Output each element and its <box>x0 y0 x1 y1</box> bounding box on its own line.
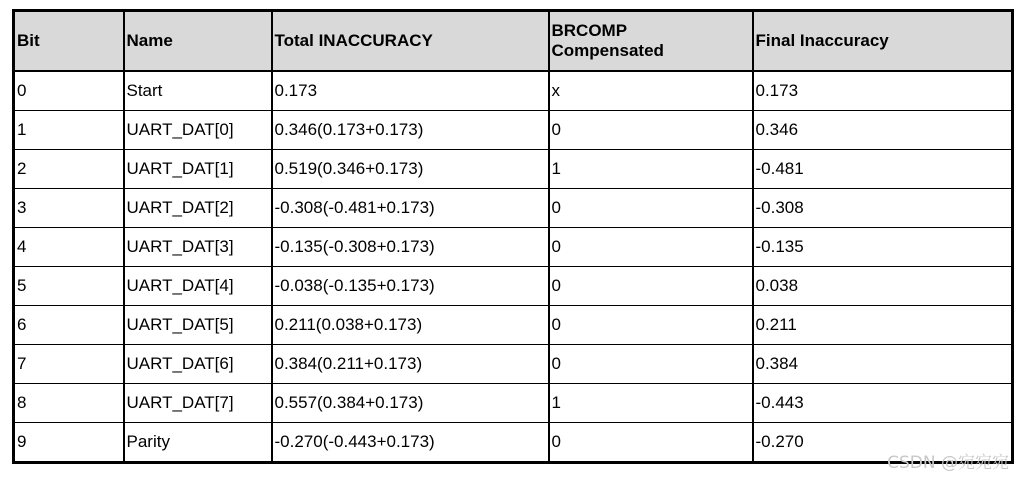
table-row <box>14 228 1013 267</box>
cell-brcomp: 0 <box>549 111 753 150</box>
table-row <box>14 345 1013 384</box>
table-header-row <box>14 11 1013 72</box>
cell-name: UART_DAT[2] <box>124 189 272 228</box>
cell-bit: 2 <box>14 150 124 189</box>
table-row <box>14 150 1013 189</box>
cell-bit: 7 <box>14 345 124 384</box>
cell-name: UART_DAT[6] <box>124 345 272 384</box>
cell-bit: 8 <box>14 384 124 423</box>
cell-final-inaccuracy: -0.308 <box>753 189 1013 228</box>
cell-total-inaccuracy: 0.384(0.211+0.173) <box>272 345 549 384</box>
cell-total-inaccuracy: 0.211(0.038+0.173) <box>272 306 549 345</box>
table-row <box>14 71 1013 111</box>
header-final-inaccuracy: Final Inaccuracy <box>753 11 1013 72</box>
cell-name: Start <box>124 71 272 111</box>
cell-brcomp: 0 <box>549 228 753 267</box>
cell-total-inaccuracy: -0.308(-0.481+0.173) <box>272 189 549 228</box>
cell-name: UART_DAT[5] <box>124 306 272 345</box>
cell-final-inaccuracy: 0.346 <box>753 111 1013 150</box>
cell-bit: 5 <box>14 267 124 306</box>
cell-final-inaccuracy: 0.384 <box>753 345 1013 384</box>
cell-total-inaccuracy: 0.519(0.346+0.173) <box>272 150 549 189</box>
cell-name: UART_DAT[7] <box>124 384 272 423</box>
cell-name: UART_DAT[3] <box>124 228 272 267</box>
cell-final-inaccuracy: -0.270 <box>753 423 1013 463</box>
header-name: Name <box>124 11 272 72</box>
cell-name: UART_DAT[4] <box>124 267 272 306</box>
cell-final-inaccuracy: -0.135 <box>753 228 1013 267</box>
cell-total-inaccuracy: 0.346(0.173+0.173) <box>272 111 549 150</box>
watermark-text: CSDN @宛宛宛 <box>887 453 1009 473</box>
cell-bit: 0 <box>14 71 124 111</box>
cell-brcomp: 1 <box>549 150 753 189</box>
cell-brcomp: 0 <box>549 189 753 228</box>
cell-bit: 9 <box>14 423 124 463</box>
header-brcomp-compensated: BRCOMP Compensated <box>549 11 753 72</box>
cell-total-inaccuracy: 0.557(0.384+0.173) <box>272 384 549 423</box>
uart-inaccuracy-table <box>12 9 1014 464</box>
cell-final-inaccuracy: 0.038 <box>753 267 1013 306</box>
cell-name: Parity <box>124 423 272 463</box>
cell-final-inaccuracy: -0.443 <box>753 384 1013 423</box>
cell-brcomp: 0 <box>549 267 753 306</box>
cell-name: UART_DAT[0] <box>124 111 272 150</box>
header-bit: Bit <box>14 11 124 72</box>
cell-final-inaccuracy: -0.481 <box>753 150 1013 189</box>
cell-brcomp: 0 <box>549 423 753 463</box>
table-row <box>14 111 1013 150</box>
table-row <box>14 267 1013 306</box>
cell-brcomp: 0 <box>549 345 753 384</box>
cell-brcomp: 1 <box>549 384 753 423</box>
table-row <box>14 384 1013 423</box>
cell-bit: 3 <box>14 189 124 228</box>
cell-bit: 1 <box>14 111 124 150</box>
table-body <box>14 71 1013 463</box>
cell-final-inaccuracy: 0.173 <box>753 71 1013 111</box>
cell-total-inaccuracy: -0.270(-0.443+0.173) <box>272 423 549 463</box>
cell-bit: 6 <box>14 306 124 345</box>
header-total-inaccuracy: Total INACCURACY <box>272 11 549 72</box>
cell-total-inaccuracy: -0.135(-0.308+0.173) <box>272 228 549 267</box>
table-row <box>14 306 1013 345</box>
cell-bit: 4 <box>14 228 124 267</box>
table-row <box>14 423 1013 463</box>
cell-total-inaccuracy: -0.038(-0.135+0.173) <box>272 267 549 306</box>
cell-total-inaccuracy: 0.173 <box>272 71 549 111</box>
cell-brcomp: 0 <box>549 306 753 345</box>
cell-final-inaccuracy: 0.211 <box>753 306 1013 345</box>
table-row <box>14 189 1013 228</box>
cell-brcomp: x <box>549 71 753 111</box>
cell-name: UART_DAT[1] <box>124 150 272 189</box>
